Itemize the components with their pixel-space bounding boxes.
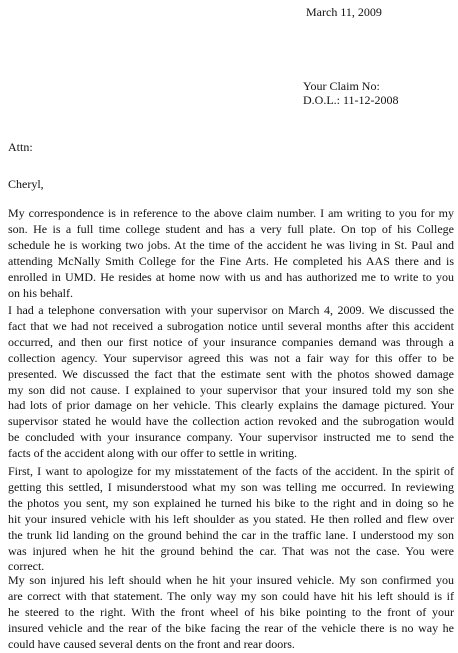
- text-line: had lots of prior damage on her vehicle. This clearly explains the damage pictured. Your: [8, 398, 454, 413]
- text-line: son. He is a full time college student and has a very full plate. On top of his College: [8, 221, 454, 236]
- text-line: I had a telephone conversation with your supervisor on March 4, 2009. We discussed the: [8, 303, 454, 317]
- text-line: collection agency. Your supervisor agreed this was not a fair way for this offer to be: [8, 350, 454, 365]
- text-line: on his behalf.: [8, 285, 73, 300]
- text-line: correct.: [8, 559, 45, 574]
- claim-number-label: Your Claim No:: [303, 79, 380, 93]
- letter-date: March 11, 2009: [306, 5, 382, 19]
- salutation: Cheryl,: [8, 177, 44, 191]
- text-line: my son did not cause. I explained to your supervisor that your insured told my son she: [8, 382, 454, 397]
- date-of-loss: D.O.L.: 11-12-2008: [303, 93, 399, 107]
- text-line: was injured when he hit the ground behind the car. That was not the case. You were: [8, 543, 454, 558]
- body-paragraph-4: [8, 573, 454, 653]
- text-line: facts of the accident along with our offer to settle in writing.: [8, 446, 298, 461]
- body-paragraph-2: [8, 303, 454, 462]
- body-paragraph-1: [8, 206, 454, 301]
- text-line: schedule he is working two jobs. At the time of the accident he was living in St. Paul and: [8, 237, 454, 252]
- text-line: supervisor stated he would have the collection action revoked and the subrogation would: [8, 414, 454, 429]
- text-line: he steered to the right. With the front wheel of his bike pointing to the front of your: [8, 604, 454, 619]
- text-line: be concluded with your insurance company. Your supervisor instructed me to send the: [8, 430, 454, 445]
- text-line: are correct with that statement. The only way my son could have hit his left should is if: [8, 588, 454, 603]
- attention-line: Attn:: [8, 140, 33, 154]
- text-line: insured vehicle and the rear of the bike facing the rear of the vehicle there is no way he: [8, 620, 454, 635]
- text-line: fact that we had not received a subrogation notice until several months after this accident: [8, 318, 454, 333]
- text-line: First, I want to apologize for my misstatement of the facts of the accident. In the spirit of: [8, 464, 454, 478]
- body-paragraph-3: [8, 464, 454, 575]
- text-line: the trunk lid landing on the ground behind the car in the traffic lane. I understood my son: [8, 527, 454, 542]
- text-line: getting this settled, I misunderstood what my son was telling me occurred. In reviewing: [8, 479, 454, 494]
- text-line: My correspondence is in reference to the above claim number. I am writing to you for my: [8, 206, 454, 220]
- text-line: hit your insured vehicle with his left shoulder as you stated. He then rolled and flew over: [8, 511, 454, 526]
- text-line: enrolled in UMD. He resides at home now with us and has authorized me to write to you: [8, 269, 454, 284]
- claim-reference: [303, 79, 399, 107]
- text-line: attending McNally Smith College for the Fine Arts. He completed his AAS there and is: [8, 253, 454, 268]
- text-line: the photos you sent, my son explained he turned his bike to the right and in doing so he: [8, 495, 454, 510]
- text-line: could have caused several dents on the front and rear doors.: [8, 636, 295, 651]
- text-line: occurred, and then our first notice of your insurance companies demand was through a: [8, 334, 454, 349]
- text-line: My son injured his left should when he hit your insured vehicle. My son confirmed you: [8, 573, 454, 587]
- text-line: presented. We discussed the fact that the estimate sent with the photos showed damage: [8, 366, 454, 381]
